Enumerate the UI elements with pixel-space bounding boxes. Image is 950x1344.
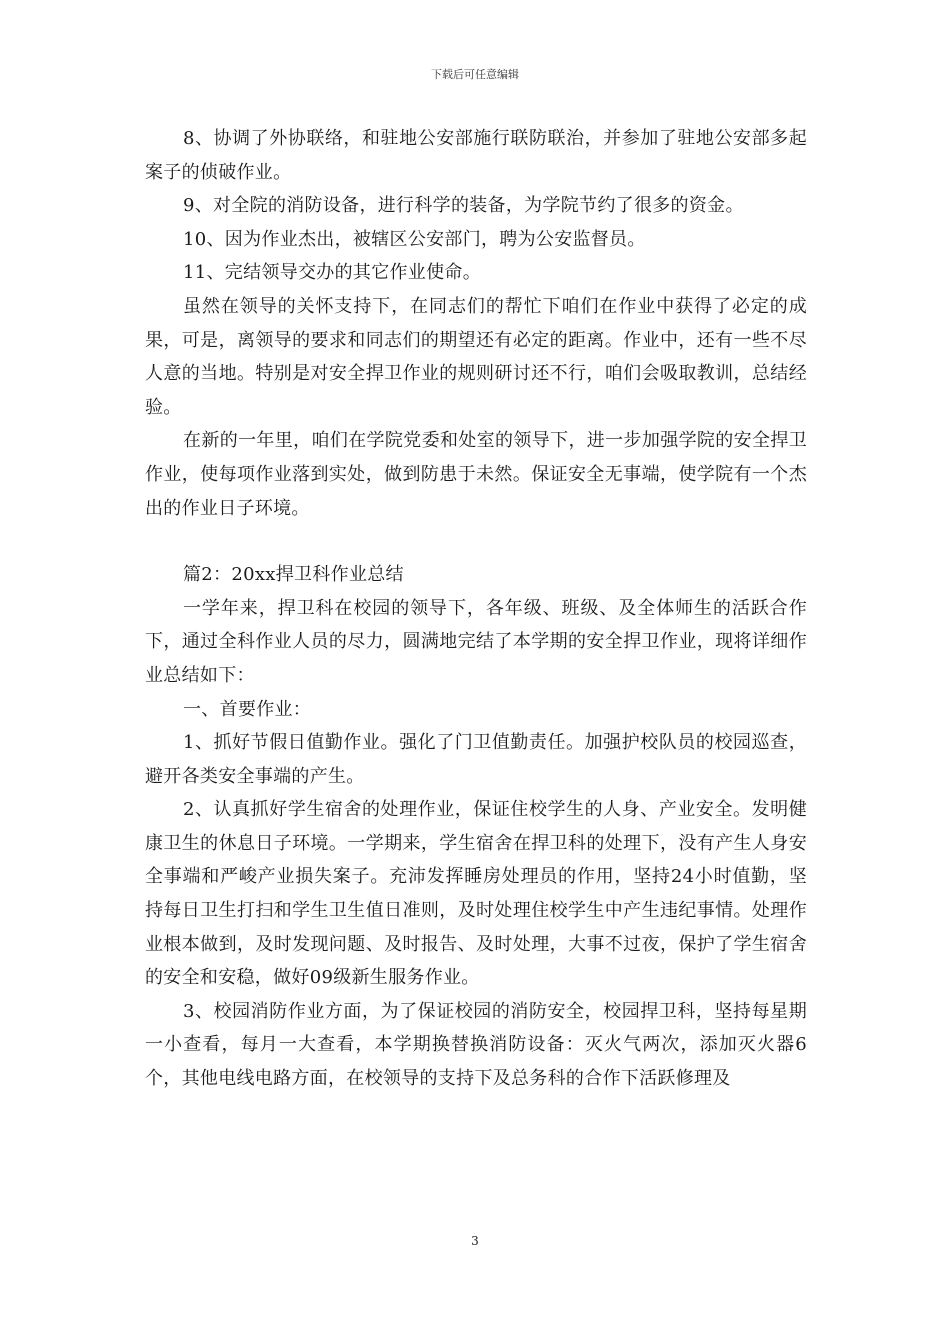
page-header: 下载后可任意编辑 (431, 68, 519, 81)
paragraph: 3、校园消防作业方面，为了保证校园的消防安全，校园捍卫科，坚持每星期一小查看，每月一大查看，本学期换替换消防设备：灭火气两次，添加灭火器6个，其他电线电路方面，在校领导的支持下及总务科的合作下活跃修理及 (145, 1000, 807, 1090)
document-body (145, 122, 807, 1096)
subheading: 一、首要作业： (183, 698, 312, 720)
paragraph: 2、认真抓好学生宿舍的处理作业，保证住校学生的人身、产业安全。发明健康卫生的休息日子环境。一学期来，学生宿舍在捍卫科的处理下，没有产生人身安全事端和严峻产业损失案子。充沛发挥睡房处理员的作用，坚持24小时值勤，坚持每日卫生打扫和学生卫生值日准则，及时处理住校学生中产生违纪事情。处理作业根本做到，及时发现问题、及时报告、及时处理，大事不过夜，保护了学生宿舍的安全和安稳，做好09级新生服务作业。 (145, 799, 807, 989)
paragraph: 在新的一年里，咱们在学院党委和处室的领导下，进一步加强学院的安全捍卫作业，使每项作业落到实处，做到防患于未然。保证安全无事端，使学院有一个杰出的作业日子环境。 (145, 430, 807, 519)
section-gap (145, 525, 807, 558)
paragraph: 8、协调了外协联络，和驻地公安部施行联防联治，并参加了驻地公安部多起案子的侦破作业。 (145, 128, 807, 183)
paragraph: 1、抓好节假日值勤作业。强化了门卫值勤责任。加强护校队员的校园巡查，避开各类安全事端的产生。 (145, 732, 807, 787)
paragraph: 9、对全院的消防设备，进行科学的装备，为学院节约了很多的资金。 (183, 195, 744, 217)
section-title: 篇2：20xx捍卫科作业总结 (183, 564, 404, 586)
paragraph: 一学年来，捍卫科在校园的领导下，各年级、班级、及全体师生的活跃合作下，通过全科作业人员的尽力，圆满地完结了本学期的安全捍卫作业，现将详细作业总结如下： (145, 597, 807, 686)
paragraph: 11、完结领导交办的其它作业使命。 (183, 262, 482, 284)
paragraph: 虽然在领导的关怀支持下，在同志们的帮忙下咱们在作业中获得了必定的成果，可是，离领导的要求和同志们的期望还有必定的距离。作业中，还有一些不尽人意的当地。特别是对安全捍卫作业的规则研讨还不行，咱们会吸取教训，总结经验。 (145, 295, 807, 418)
paragraph: 10、因为作业杰出，被辖区公安部门，聘为公安监督员。 (183, 228, 646, 250)
page-number: 3 (471, 1234, 479, 1248)
